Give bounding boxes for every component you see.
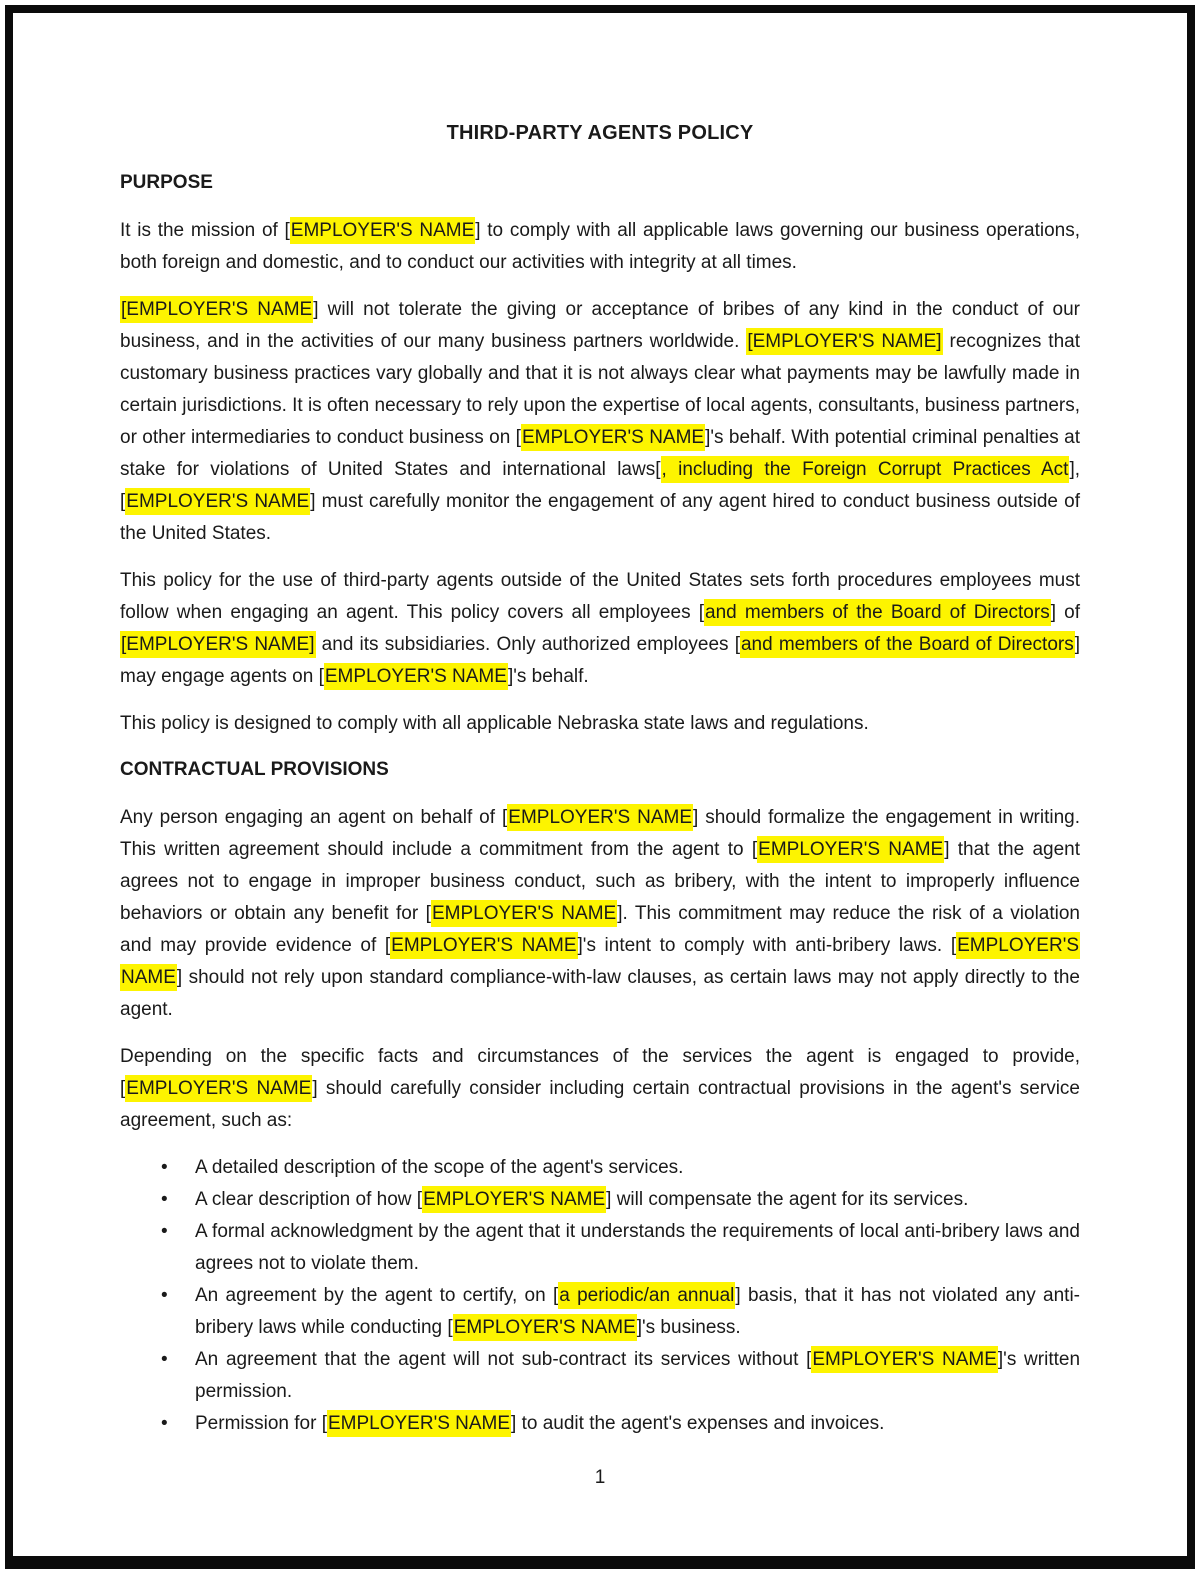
text-run: ] will not tolerate the giving or acceptance of bribes of any kind in the conduct of our business, and in the activities of our many business partners worldwide. xyxy=(120,299,1080,352)
highlighted-placeholder: EMPLOYER'S NAME xyxy=(125,488,310,515)
text-run: ] to audit the agent's expenses and invoices. xyxy=(511,1413,885,1434)
highlighted-placeholder: EMPLOYER'S NAME xyxy=(422,1186,606,1213)
text-run: ]'s business. xyxy=(636,1317,741,1338)
text-run: ]'s behalf. xyxy=(507,666,589,687)
highlighted-placeholder: a periodic/an annual xyxy=(558,1282,735,1309)
highlighted-placeholder: EMPLOYER'S NAME xyxy=(390,932,577,959)
highlighted-placeholder: EMPLOYER'S NAME xyxy=(521,424,705,451)
paragraph xyxy=(120,294,1080,550)
highlighted-placeholder: and members of the Board of Directors xyxy=(704,599,1051,626)
text-run: An agreement that the agent will not sub-contract its services without [ xyxy=(195,1349,812,1370)
text-run: recognizes that customary business practices vary globally and that it is not always clear what payments may be lawfully made in certain jurisdictions. It is often necessary to rely upon the expertise of local agents, consultants, business partners, or other intermediaries to conduct business on [ xyxy=(120,331,1081,448)
text-run: ]'s written permission. xyxy=(195,1349,1081,1402)
page-number: 1 xyxy=(594,1467,606,1488)
highlighted-placeholder: EMPLOYER'S NAME xyxy=(120,932,1080,991)
text-run: ], [ xyxy=(120,459,1080,512)
paragraph xyxy=(120,708,1080,740)
text-run: Permission for [ xyxy=(195,1413,327,1434)
text-run: This policy for the use of third-party agents outside of the United States sets forth procedures employees must follow when engaging an agent. This policy covers all employees [ xyxy=(120,570,1080,623)
list-item xyxy=(120,1280,1080,1344)
paragraph xyxy=(120,802,1080,1026)
text-run: ] of xyxy=(1050,602,1080,623)
document-page xyxy=(120,0,1080,1494)
highlighted-placeholder: EMPLOYER'S NAME xyxy=(290,217,476,244)
text-run: It is the mission of [ xyxy=(120,220,290,241)
list-item xyxy=(120,1344,1080,1408)
text-run: ] that the agent agrees not to engage in improper business conduct, such as bribery, with the intent to improperly influence behaviors or obtain any benefit for [ xyxy=(120,839,1081,924)
text-run: ] should formalize the engagement in writing. This written agreement should include a commitment from the agent to [ xyxy=(120,807,1081,860)
paragraph xyxy=(120,1041,1080,1137)
highlighted-placeholder: [EMPLOYER'S NAME] xyxy=(746,328,942,355)
highlighted-placeholder: , including the Foreign Corrupt Practices Act xyxy=(661,456,1070,483)
text-run: ]'s behalf. With potential criminal penalties at stake for violations of United States and international laws[ xyxy=(120,427,1080,480)
list-item xyxy=(120,1408,1080,1440)
paragraph xyxy=(120,565,1080,693)
text-run: and its subsidiaries. Only authorized employees [ xyxy=(315,634,740,655)
highlighted-placeholder: and members of the Board of Directors xyxy=(740,631,1075,658)
text-run: ]'s intent to comply with anti-bribery laws. [ xyxy=(577,935,957,956)
highlighted-placeholder: [EMPLOYER'S NAME] xyxy=(120,631,316,658)
document-body xyxy=(120,168,1080,1440)
section-heading: CONTRACTUAL PROVISIONS xyxy=(120,759,389,780)
paragraph xyxy=(120,215,1080,279)
text-run: A clear description of how [ xyxy=(195,1189,423,1210)
bullet-list xyxy=(120,1152,1080,1440)
section-heading: PURPOSE xyxy=(120,172,213,193)
highlighted-placeholder: [EMPLOYER'S NAME xyxy=(120,296,313,323)
text-run: ] to comply with all applicable laws governing our business operations, both foreign and domestic, and to conduct our activities with integrity at all times. xyxy=(120,220,1080,273)
text-run: ] should carefully consider including certain contractual provisions in the agent's service agreement, such as: xyxy=(120,1078,1080,1131)
highlighted-placeholder: EMPLOYER'S NAME xyxy=(327,1410,511,1437)
list-item xyxy=(120,1216,1080,1280)
document-title: THIRD-PARTY AGENTS POLICY xyxy=(446,122,754,144)
highlighted-placeholder: EMPLOYER'S NAME xyxy=(453,1314,637,1341)
text-run: Depending on the specific facts and circumstances of the services the agent is engaged to provide, [ xyxy=(120,1046,1080,1099)
text-run: ]. This commitment may reduce the risk of a violation and may provide evidence of [ xyxy=(120,903,1080,956)
highlighted-placeholder: EMPLOYER'S NAME xyxy=(507,804,693,831)
text-run: A formal acknowledgment by the agent that it understands the requirements of local anti-bribery laws and agrees not to violate them. xyxy=(195,1221,1080,1274)
list-item xyxy=(120,1152,1080,1184)
text-run: This policy is designed to comply with all applicable Nebraska state laws and regulations. xyxy=(120,713,869,734)
text-run: ] will compensate the agent for its services. xyxy=(606,1189,969,1210)
text-run: ] basis, that it has not violated any anti-bribery laws while conducting [ xyxy=(195,1285,1080,1338)
text-run: A detailed description of the scope of the agent's services. xyxy=(195,1157,684,1178)
highlighted-placeholder: EMPLOYER'S NAME xyxy=(431,900,617,927)
highlighted-placeholder: EMPLOYER'S NAME xyxy=(757,836,944,863)
highlighted-placeholder: EMPLOYER'S NAME xyxy=(125,1075,312,1102)
list-item xyxy=(120,1184,1080,1216)
text-run: ] may engage agents on [ xyxy=(120,634,1080,687)
text-run: An agreement by the agent to certify, on [ xyxy=(195,1285,559,1306)
text-run: ] must carefully monitor the engagement of any agent hired to conduct business outside of the United States. xyxy=(120,491,1080,544)
text-run: Any person engaging an agent on behalf of [ xyxy=(120,807,508,828)
text-run: ] should not rely upon standard compliance-with-law clauses, as certain laws may not apply directly to the agent. xyxy=(120,967,1080,1020)
highlighted-placeholder: EMPLOYER'S NAME xyxy=(324,663,508,690)
highlighted-placeholder: EMPLOYER'S NAME xyxy=(811,1346,998,1373)
